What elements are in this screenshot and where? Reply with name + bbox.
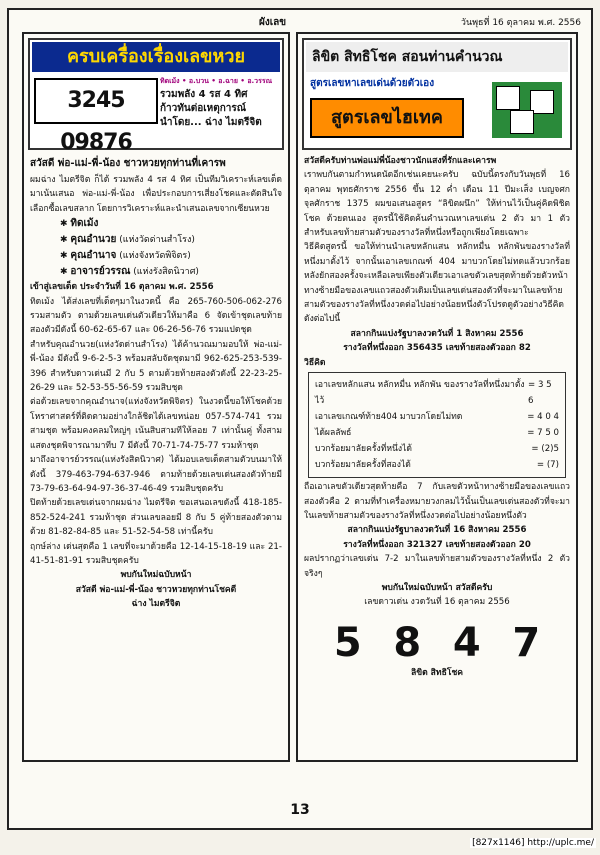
paragraph: สำหรับคุณอำนวย(แห่งวัดด่านสำโรง) ได้ค้านวณมามอบให้ พ่อ-แม่-พี่-น้อง มีดังนี้ 9-6-2-5-3 พร้อมสลับจัดชุดมามี 962-625-253-539-396 สำหรับดาวเด่นมี 2 กับ 5 ตามด้วยท้ายสองตัวดังนี้ 22-23-25-26-29 และ 52-53-55-56-59 รวมสิบชุด [30,338,282,396]
paragraph: ต่อด้วยเลขจากคุณอำนาจ(แห่งจังหวัดพิจิตร) ในงวดนี้ขอให้โชคด้วยโหราศาสตร์ที่ติดตามอย่างใกล้ชิดได้เลขหน่อย 057-574-741 รวมสามชุด พร้อมคงคลมใหญ่ๆ เน้นสิบสามทีให้ลอย 7 เท่านั้นคู่ ทั้งสามแสดงชุดพิจารณามาทีบ 7 มีดังนี้ 70-71-74-75-77 รวมห้าชุด [30,395,282,453]
sign-off: สวัสดี พ่อ-แม่-พี่-น้อง ชาวหวยทุกท่านโชคดี [30,583,282,597]
right-column [296,32,578,762]
date-line: เข้าสู่เลขเด็ด ประจำวันที่ 16 ตุลาคม พ.ศ. 2556 [30,280,282,294]
calc-row: ได้ผลลัพธ์ = 7 5 0 [315,425,559,441]
left-column [22,32,290,762]
right-banner-title: ลิขิต สิทธิโชค สอนท่านคำนวณ [306,42,568,72]
lucky-digit: 4 [453,620,481,666]
right-banner-subtitle: สูตรเลขหาเลขเด่นด้วยตัวเอง [310,76,434,91]
page-header [9,12,591,30]
lucky-digit: 5 [334,620,362,666]
watermark: [827x1146] http://uplc.me/ [470,838,596,848]
newspaper-page [7,8,593,830]
lucky-numbers [298,610,576,666]
calc-row: บวกร้อยมาลัยครั้งที่หนึ่งได้ = (2)5 [315,441,559,457]
paragraph: ผลปรากฏว่าเลขเด่น 7-2 มาในเลขท้ายสามตัวของรางวัลที่หนึ่ง 2 ตัวจริงๆ [304,552,570,581]
method-label: วิธีคิด [304,356,570,370]
member-item: ✱ ทิดเม้ง [30,216,282,232]
member-item: ✱ คุณอำนวย (แห่งวัดด่านสำโรง) [30,232,282,248]
dice-icon [492,82,562,138]
paragraph: วิธีคิดสูตรนี้ ขอให้ท่านนำเลขหลักแสน หลักหมื่น หลักพันของรางวัลที่หนึ่งมาตั้งไว้ จากนั้นเอาเลขเกณฑ์ 404 มาบวกโดยไม่ทดแล้วบวกร้อยหลังยักสองครั้งจะเหลือเลขเพียงตัวเดียวเอาเลขตัวเลขสุดท้ายด้วยตัวหน้าทางซ้ายมือของเลขแถวสองตัวเดิมเป็นเลขเด่นสองตัวที่จะมาในเลขท้ายสามตัวของรางวัลที่หนึ่งงวดต่อไปอย่างน้อยหนึ่งตัวโปรดดูตัวอย่างวิธีคิดดังต่อไปนี้ [304,240,570,326]
brand-title: ผังเลข [259,15,286,30]
left-body [24,173,288,612]
lucky-digit: 7 [512,620,540,666]
author-name: ลิขิต สิทธิโชค [298,666,576,680]
example-heading: สลากกินแบ่งรัฐบาลงวดวันที่ 1 สิงหาคม 2556 [304,327,570,341]
paragraph: ถือเอาเลขตัวเดียวสุดท้ายคือ 7 กับเลขตัวหน้าทางซ้ายมือของเลขแถวสองตัวคือ 2 ตามที่ทำเครื่องหมายวงกลมไว้นั้นเป็นเลขเด่นสองตัวที่จะมาในเลขท้ายสามตัวของรางวัลที่หนึ่งงวดต่อไปอย่างน้อยหนึ่งตัว [304,480,570,523]
left-greeting: สวัสดี ชาวหวยทุกท่านที่เคารพ [24,154,288,173]
example-result: รางวัลที่หนึ่งออก 356435 เลขท้ายสองตัวออก 82 [304,341,570,355]
intro-paragraph: ผมฉ่าง ไมตรีจิต ก็ได้ รวมพลัง 4 รส 4 ทิศ เป็นทีมวิเคราะห์เลขเด็ด มาเน้นเสนอ พ่อ-แม่-พี่-น้อง เพื่อประกอบการเสี่ยงโชคและตัดสินใจเลือกซื้อเลขสลาก โดยการวิเคราะห์และนำเสนอเลขจากเซียนหวย [30,173,282,216]
banner-line: รวมพลัง 4 รส 4 ทิศ [160,88,290,102]
sign-off: พบกันใหม่ฉบับหน้า สวัสดีครับ [304,581,570,595]
page-number: 13 [9,802,591,818]
paragraph: เราพบกันตามกำหนดนัดอีกเช่นเคยนะครับ ฉบับนี้ตรงกับวันพุธที่ 16 ตุลาคม พุทธศักราช 2556 ขึ้น 12 ค่ำ เดือน 11 ปีมะเส็ง เบญจศก จุลศักราช 1375 ผมขอเสนอสูตร “ลิขิตผนึก” ให้ท่านไว้เป็นคู่คิดพิชิตโชค ด้วยตนเอง สูตรนี้ใช้คิดค้นคำนวณหาเลขเด่น 2 ตัว มา 1 ตัว สำหรับเลขท้ายสามตัวของรางวัลที่หนึ่งหรือถูกเพียงโดยเฉพาะ [304,168,570,240]
left-banner-names: ทิดเม้ง • อ.บวน • อ.ฉาย • อ.วรรณ [160,76,272,87]
member-item: ✱ อาจารย์วรรณ (แห่งรังสิตนิวาศ) [30,264,282,280]
member-item: ✱ คุณอำนาจ (แห่งจังหวัดพิจิตร) [30,248,282,264]
paragraph: ทิดเม้ง ได้ส่งเลขที่เด็ดๆมาในงวดนี้ คือ 265-760-506-062-276 รวมสามตัว ตามด้วยเลขเด่นตัวเดียวให้มาคือ 6 จัดเข้าชุดเลขท้ายสองตัวมีดังนี้ 60-62-65-67 และ 06-26-56-76 รวมแปดชุด [30,295,282,338]
right-banner-main: สูตรเลขไฮเทค [310,98,464,138]
paragraph: ปิดท้ายด้วยเลขเด่นจากผมฉ่าง ไมตรีจิต ขอเสนอเลขดังนี้ 418-185-852-524-241 รวมห้าชุด ส่วนเลขลอยมี 8 กับ 5 คู่ท้ายสองตัวตามด้วย 81-82-84-85 และ 51-52-54-58 เท่านี้ครับ [30,496,282,539]
author-name: ฉ่าง ไมตรีจิต [30,597,282,611]
left-banner-numbers: 3245 09876 [34,78,158,124]
example-heading: สลากกินแบ่งรัฐบาลงวดวันที่ 16 สิงหาคม 2556 [304,523,570,537]
left-banner [28,38,284,150]
right-greeting: สวัสดีครับท่านพ่อแม่พี่น้องชาวนักแสงที่รักและเคารพ [304,154,570,168]
calc-row: บวกร้อยมาลัยครั้งที่สองได้ = (7) [315,457,559,473]
sign-off: พบกันใหม่ฉบับหน้า [30,568,282,582]
paragraph: ฤกษ์ล่าง เด่นสุดคือ 1 เลขที่จะมาด้วยคือ 12-14-15-18-19 และ 21-41-51-81-91 รวมสิบชุดครับ [30,540,282,569]
right-body [298,154,576,370]
calculation-box [308,372,566,478]
left-banner-text [160,88,290,130]
lucky-digit: 8 [393,620,421,666]
left-banner-title: ครบเครื่องเรื่องเลขหวย [32,42,280,72]
lucky-label: เลขดาวเด่น งวดวันที่ 16 ตุลาคม 2556 [304,595,570,609]
right-banner [302,38,572,150]
issue-date: วันพุธที่ 16 ตุลาคม พ.ศ. 2556 [461,15,581,29]
example-result: รางวัลที่หนึ่งออก 321327 เลขท้ายสองตัวออก 20 [304,538,570,552]
right-body-2 [298,480,576,610]
paragraph: มาถึงอาจารย์วรรณ(แห่งรังสิตนิวาศ) ได้มอบเลขเด็ดสามตัวบนมาให้ดังนี้ 379-463-794-637-946 ตามท้ายด้วยเลขเด่นสองตัวท้ายมี 73-79-63-64-94-97-36-37-46-49 รวมสิบชุดครับ [30,453,282,496]
banner-line: นำโดย... ฉ่าง ไมตรีจิต [160,116,290,130]
calc-row: เอาเลขหลักแสน หลักหมื่น หลักพัน ของรางวัลที่หนึ่งมาตั้งไว้ = 3 5 6 [315,377,559,409]
calc-row: เอาเลขเกณฑ์ท้าย404 มาบวกโดยไม่ทด = 4 0 4 [315,409,559,425]
banner-line: ก้าวทันต่อเหตุการณ์ [160,102,290,116]
